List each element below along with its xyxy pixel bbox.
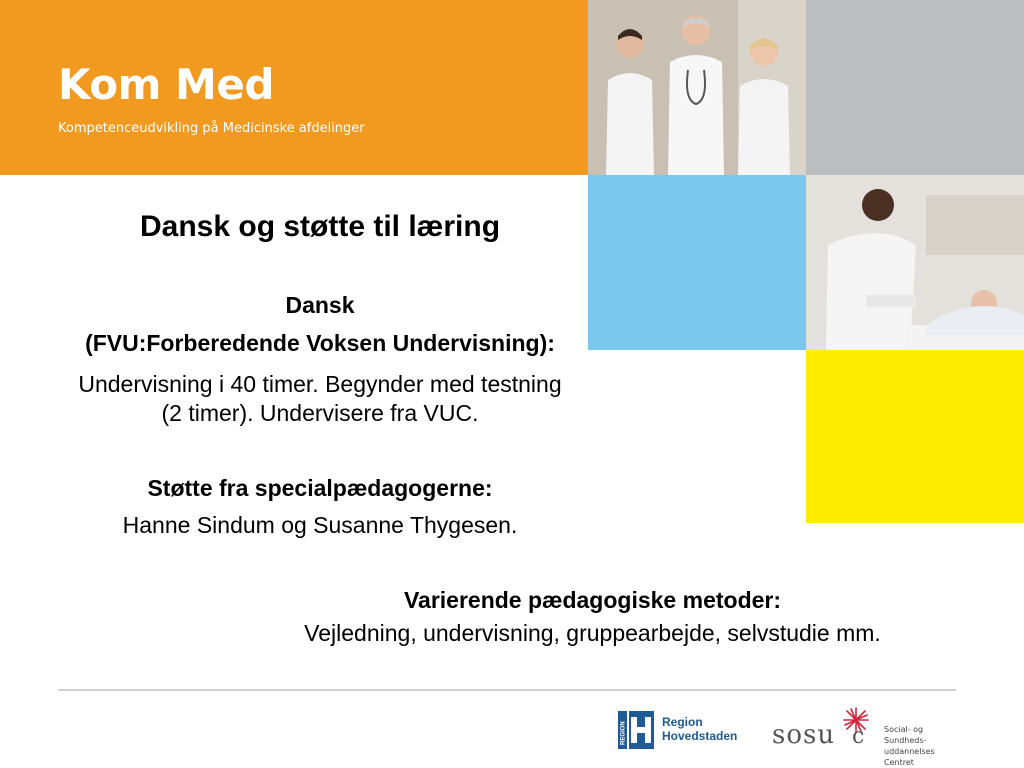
- sosu-word: sosu: [772, 720, 836, 750]
- footer-divider: [58, 689, 956, 691]
- region-mark-icon: [618, 711, 654, 749]
- sosu-c-logo: [772, 706, 962, 767]
- sosu-desc-line-2: uddannelses Centret: [884, 747, 935, 767]
- brand-subtitle: Kompetenceudvikling på Medicinske afdelinger: [58, 121, 365, 136]
- fvu-heading: (FVU:Forberedende Voksen Undervisning):: [85, 330, 555, 356]
- staff-photo-illustration: [588, 0, 806, 175]
- staff-photo: [588, 0, 806, 175]
- stotte-names: Hanne Sindum og Susanne Thygesen.: [122, 512, 518, 538]
- patient-photo-illustration: [806, 175, 1024, 350]
- header-band: [0, 0, 588, 175]
- blue-color-block: [588, 175, 806, 350]
- h-letter-icon: [631, 717, 651, 743]
- region-mark-text: REGION: [620, 721, 627, 745]
- sosu-desc-line-1: Social- og Sundheds-: [884, 725, 927, 745]
- undervisning-line-1: Undervisning i 40 timer. Begynder med testning: [78, 371, 562, 397]
- metoder-heading: Varierende pædagogiske metoder:: [403, 587, 782, 613]
- region-mark-bar: [618, 711, 629, 749]
- sosu-c-letter: c: [852, 724, 865, 749]
- metoder-text: Vejledning, undervisning, gruppearbejde, selvstudie mm.: [304, 620, 881, 646]
- gray-color-block: [806, 0, 1024, 175]
- stotte-heading: Støtte fra specialpædagogerne:: [147, 475, 493, 501]
- region-name-line-2: Hovedstaden: [662, 729, 738, 743]
- yellow-color-block: [806, 350, 1024, 523]
- sosu-description: [884, 724, 962, 768]
- region-vertical-text: [618, 711, 627, 749]
- dansk-heading: Dansk: [285, 292, 355, 318]
- main-heading: Dansk og støtte til læring: [139, 210, 501, 243]
- brand-title: Kom Med: [58, 60, 274, 109]
- region-name-line-1: Region: [662, 715, 703, 729]
- undervisning-line-2: (2 timer). Undervisere fra VUC.: [161, 400, 479, 426]
- region-name: [662, 715, 737, 743]
- undervisning-text: [0, 370, 640, 428]
- region-hovedstaden-logo: [618, 711, 748, 751]
- patient-photo: [806, 175, 1024, 350]
